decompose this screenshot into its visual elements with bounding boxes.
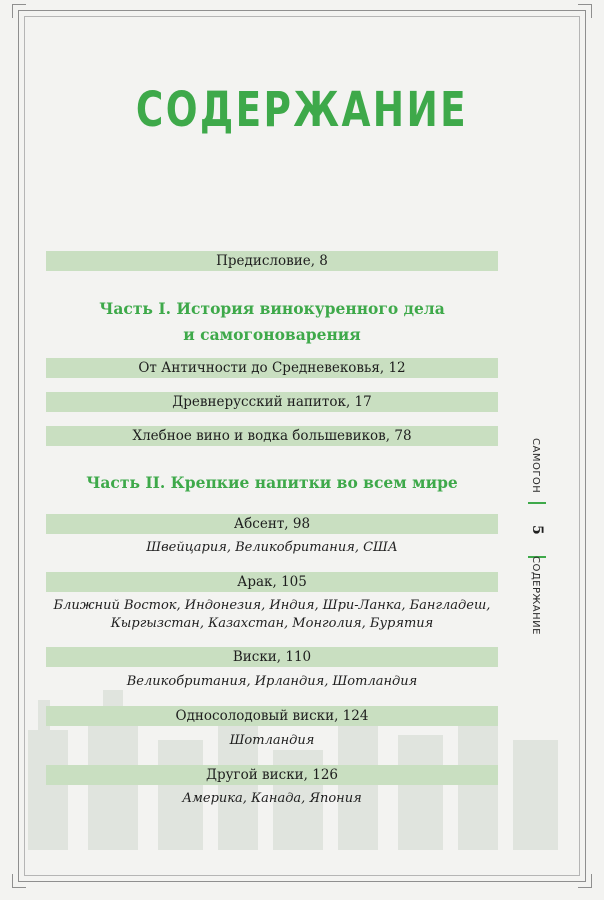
running-header bbox=[522, 438, 558, 635]
toc-entry-countries: Швейцария, Великобритания, США bbox=[146, 540, 398, 555]
toc-entry: Хлебное вино и водка большевиков, 78 bbox=[132, 428, 412, 444]
running-header-section: СОДЕРЖАНИЕ bbox=[530, 556, 541, 635]
toc-entry: Арак, 105 bbox=[237, 574, 307, 590]
toc-entry: Древнерусский напиток, 17 bbox=[172, 394, 372, 410]
toc-part-2-heading bbox=[46, 470, 498, 496]
toc-entry-countries: Америка, Канада, Япония bbox=[182, 791, 362, 806]
toc-entry-countries: Великобритания, Ирландия, Шотландия bbox=[126, 674, 418, 689]
part-heading-line: Часть II. Крепкие напитки во всем мире bbox=[86, 473, 458, 492]
page-number: 5 bbox=[529, 525, 545, 535]
toc-entry: От Античности до Средневековья, 12 bbox=[138, 360, 406, 376]
frame-corner bbox=[578, 874, 592, 888]
page-number-box bbox=[528, 502, 546, 558]
part-heading-line: и самогоноварения bbox=[183, 325, 361, 344]
frame-corner bbox=[12, 4, 26, 18]
toc-part-1-heading bbox=[46, 296, 498, 348]
part-heading-line: Часть I. История винокуренного дела bbox=[99, 299, 445, 318]
frame-corner bbox=[12, 874, 26, 888]
toc-entry: Абсент, 98 bbox=[233, 516, 311, 532]
toc-entry-countries: Ближний Восток, Индонезия, Индия, Шри-Ланка, Бангладеш, bbox=[53, 598, 491, 613]
running-header-book-title: САМОГОН bbox=[530, 438, 541, 494]
page-title: СОДЕРЖАНИЕ bbox=[135, 82, 469, 138]
toc-entry: Другой виски, 126 bbox=[206, 767, 338, 783]
toc-entry: Виски, 110 bbox=[232, 649, 312, 665]
toc-entry: Односолодовый виски, 124 bbox=[175, 708, 369, 724]
toc-entry-preface: Предисловие, 8 bbox=[216, 253, 328, 269]
toc-entry-countries: Кыргызстан, Казахстан, Монголия, Бурятия bbox=[110, 616, 434, 631]
frame-corner bbox=[578, 4, 592, 18]
toc-entry-countries: Шотландия bbox=[229, 733, 315, 748]
